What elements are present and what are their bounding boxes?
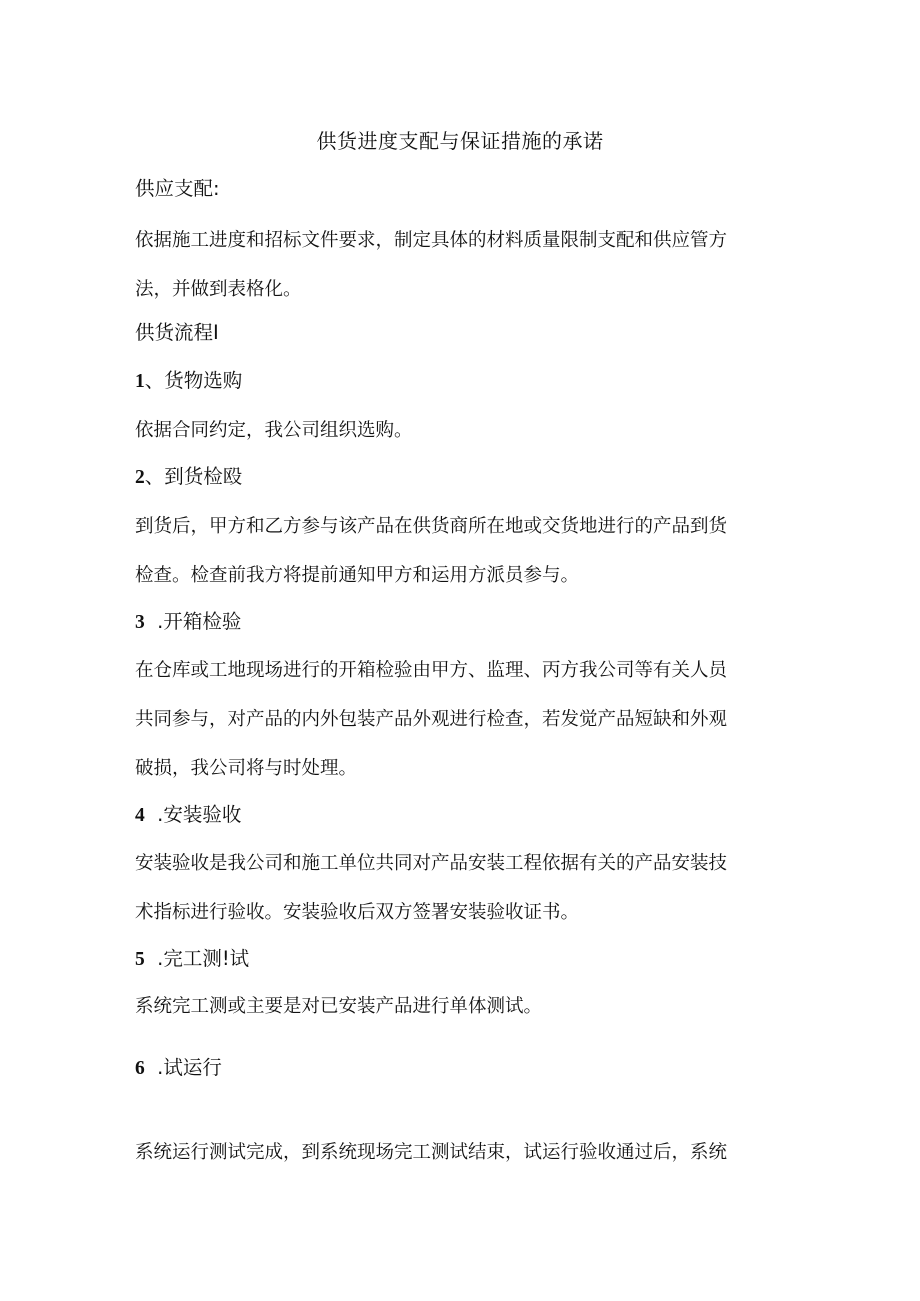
step-separator: 、 bbox=[144, 465, 165, 488]
section-heading-supply: 供应支配: bbox=[135, 177, 220, 200]
step-title: 货物选购 bbox=[164, 369, 243, 392]
step-paragraph-6 bbox=[135, 1128, 785, 1177]
step-number: 1 bbox=[135, 371, 145, 392]
step-title: 安装验收 bbox=[163, 803, 242, 826]
paragraph-line: 破损，我公司将与时处理。 bbox=[135, 758, 358, 779]
step-paragraph-1 bbox=[135, 406, 785, 455]
paragraph-line: 依据施工进度和招标文件要求，制定具体的材料质量限制支配和供应管方 bbox=[135, 230, 728, 251]
step-title: 到货检殴 bbox=[164, 465, 243, 488]
step-heading-2 bbox=[135, 462, 835, 493]
paragraph-line: 到货后，甲方和乙方参与该产品在供货商所在地或交货地进行的产品到货 bbox=[135, 516, 728, 537]
paragraph-line: 系统运行测试完成，到系统现场完工测试结束，试运行验收通过后，系统 bbox=[135, 1142, 728, 1163]
document-title: 供货进度支配与保证措施的承诺 bbox=[316, 129, 604, 153]
step-separator: . bbox=[144, 803, 164, 826]
paragraph-supply bbox=[135, 216, 785, 314]
step-paragraph-4 bbox=[135, 839, 785, 937]
step-heading-5 bbox=[135, 944, 835, 975]
step-paragraph-2 bbox=[135, 502, 785, 600]
paragraph-line: 共同参与，对产品的内外包装产品外观进行检查，若发觉产品短缺和外观 bbox=[135, 709, 728, 730]
paragraph-line: 术指标进行验收。安装验收后双方签署安装验收证书。 bbox=[135, 902, 580, 923]
step-number: 2 bbox=[135, 467, 145, 488]
step-separator: . bbox=[144, 1056, 164, 1079]
paragraph-line: 在仓库或工地现场进行的开箱检验由甲方、监理、丙方我公司等有关人员 bbox=[135, 660, 728, 681]
step-title: 完工测!试 bbox=[163, 947, 250, 970]
paragraph-line: 检查。检查前我方将提前通知甲方和运用方派员参与。 bbox=[135, 565, 580, 586]
step-paragraph-3 bbox=[135, 646, 785, 793]
step-separator: . bbox=[144, 947, 164, 970]
step-title: 开箱检验 bbox=[163, 610, 242, 633]
step-heading-6 bbox=[135, 1053, 835, 1084]
step-separator: . bbox=[144, 610, 164, 633]
step-heading-4 bbox=[135, 800, 835, 831]
step-heading-3 bbox=[135, 607, 835, 638]
section-heading-process: 供货流程I bbox=[135, 321, 219, 344]
paragraph-line: 依据合同约定，我公司组织选购。 bbox=[135, 420, 413, 441]
step-paragraph-5 bbox=[135, 982, 785, 1031]
step-heading-1 bbox=[135, 366, 835, 397]
paragraph-line: 法，并做到表格化。 bbox=[135, 279, 302, 300]
step-title: 试运行 bbox=[163, 1056, 222, 1079]
step-number: 6 bbox=[135, 1058, 145, 1079]
step-separator: 、 bbox=[144, 369, 165, 392]
paragraph-line: 安装验收是我公司和施工单位共同对产品安装工程依据有关的产品安装技 bbox=[135, 853, 728, 874]
step-number: 4 bbox=[135, 805, 145, 826]
step-number: 3 bbox=[135, 612, 145, 633]
paragraph-line: 系统完工测或主要是对已安装产品进行单体测试。 bbox=[135, 996, 543, 1017]
step-number: 5 bbox=[135, 949, 145, 970]
